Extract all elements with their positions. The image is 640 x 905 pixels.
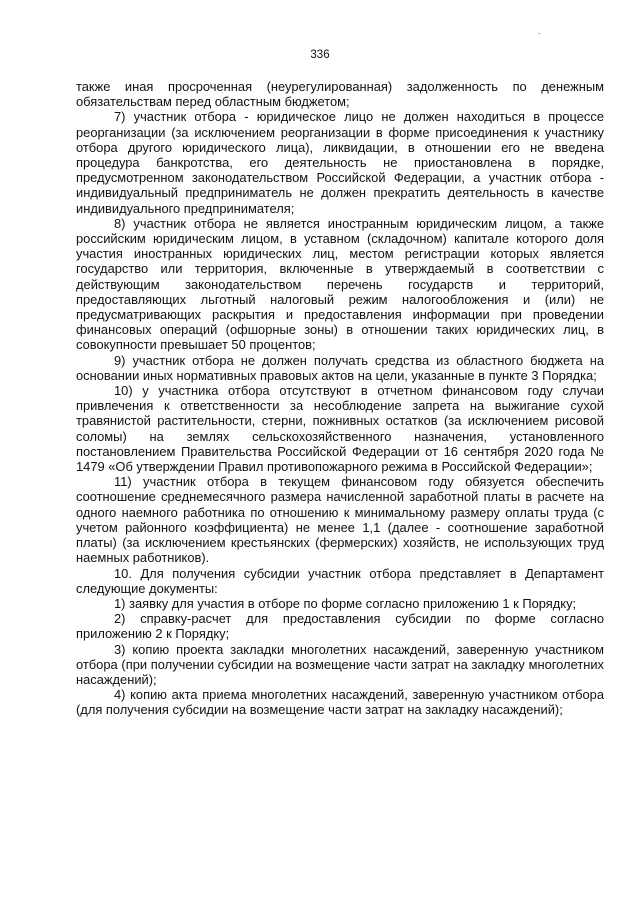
paragraph-item-9: 9) участник отбора не должен получать средства из областного бюджета на основании иных нормативных правовых актов на цели, указанные в пункте 3 Порядка; (76, 352, 604, 383)
page-number: 336 (310, 49, 330, 61)
paragraph-section-10: 10. Для получения субсидии участник отбора представляет в Департамент следующие документы: (76, 565, 604, 596)
paragraph-doc-1: 1) заявку для участия в отборе по форме согласно приложению 1 к Порядку; (114, 595, 577, 611)
paragraph-item-11: 11) участник отбора в текущем финансовом году обязуется обеспечить соотношение среднемесячного размера начисленной заработной платы в расчете на одного наемного работника по отношению к минимальному размеру оплаты труда (с учетом районного коэффициента) не менее 1,1 (далее - соотношение заработной платы) (за исключением крестьянских (фермерских) хозяйств, не использующих труд наемных работников). (76, 474, 604, 566)
paragraph-item-8: 8) участник отбора не является иностранным юридическим лицом, а также российским юридическим лицом, в уставном (складочном) капитале которого доля участия иностранных юридических лиц, местом регистрации которых является государство или территория, включенные в утверждаемый в соответствии с действующим законодательством перечень государств и территорий, предоставляющих льготный налоговый режим налогообложения и (или) не предусматривающих раскрытия и предоставления информации при проведении финансовых операций (офшорные зоны) в отношении таких юридических лиц, в совокупности превышает 50 процентов; (76, 215, 604, 353)
document-body (76, 79, 604, 718)
paragraph-continuation: также иная просроченная (неурегулированная) задолженность по денежным обязательствам перед областным бюджетом; (76, 79, 604, 110)
corner-mark: . (538, 26, 541, 36)
paragraph-item-10: 10) у участника отбора отсутствуют в отчетном финансовом году случаи привлечения к ответственности за несоблюдение запрета на выжигание сухой травянистой растительности, стерни, пожнивных остатков (за исключением рисовой соломы) на землях сельскохозяйственного назначения, установленного постановлением Правительства Российской Федерации от 16 сентября 2020 года № 1479 «Об утверждении Правил противопожарного режима в Российской Федерации»; (76, 383, 604, 475)
paragraph-doc-2: 2) справку-расчет для предоставления субсидии по форме согласно приложению 2 к Порядку; (76, 611, 604, 642)
paragraph-doc-4: 4) копию акта приема многолетних насаждений, заверенную участником отбора (для получения субсидии на возмещение части затрат на закладку насаждений); (76, 687, 604, 718)
paragraph-item-7: 7) участник отбора - юридическое лицо не должен находиться в процессе реорганизации (за исключением реорганизации в форме присоединения к участнику отбора другого юридического лица), ликвидации, в отношении его не введена процедура банкротства, его деятельность не приостановлена в порядке, предусмотренном законодательством Российской Федерации, а участник отбора - индивидуальный предприниматель не должен прекратить деятельность в качестве индивидуального предпринимателя; (76, 109, 604, 216)
paragraph-doc-3: 3) копию проекта закладки многолетних насаждений, заверенную участником отбора (при получении субсидии на возмещение части затрат на закладку многолетних насаждений); (76, 641, 604, 687)
